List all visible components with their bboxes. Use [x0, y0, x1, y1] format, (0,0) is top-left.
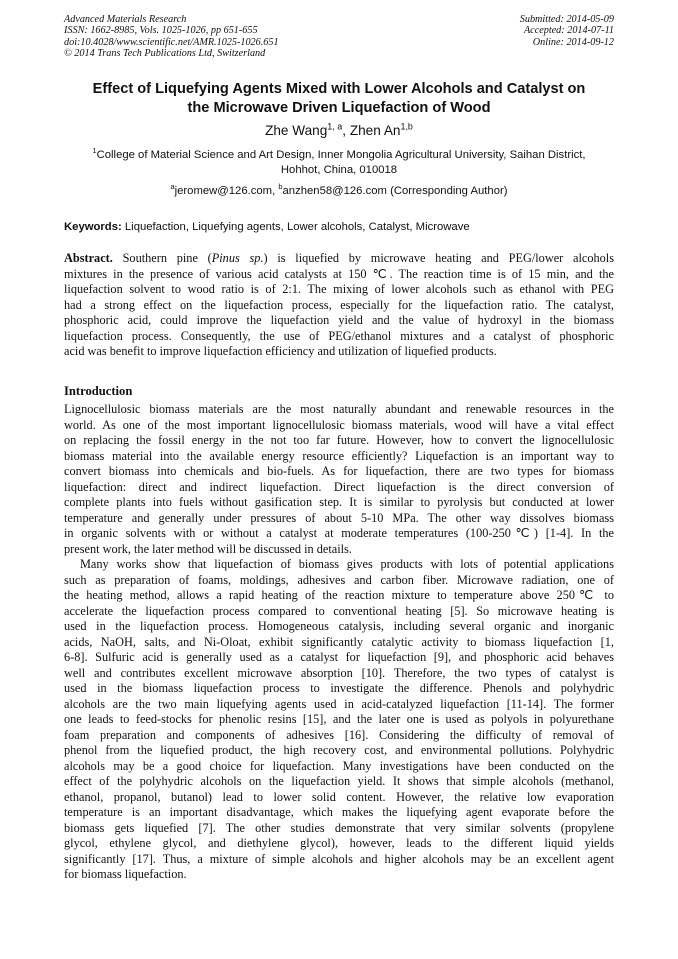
body-line: convert biomass into chemicals and bio-fuels. As for liquefaction, there are two types for biomass: [64, 464, 614, 478]
title-line-1: Effect of Liquefying Agents Mixed with Lower Alcohols and Catalyst on: [92, 81, 586, 97]
body-line: significantly [17]. Thus, a mixture of simple alcohols and higher alcohols may be an excellent agent: [64, 851, 614, 866]
keywords: [64, 220, 624, 235]
body-line: glycol, ethylene glycol, and diethylene glycol), however, leads to the different liquid yields: [64, 836, 614, 850]
accepted-date: Accepted: 2014-07-11: [523, 25, 614, 37]
abstract-line: had a strong effect on the liquefaction process, especially for the liquefaction ratio. The catalyst,: [64, 297, 614, 312]
author-list: [0, 122, 678, 140]
doi-line: doi:10.4028/www.scientific.net/AMR.1025-1026.651: [64, 36, 279, 48]
body-line: alcohols may be a good choice for liquefaction. Many investigations have been conducted on the: [64, 758, 614, 773]
author-emails: [0, 184, 678, 199]
body-line: liquefaction: direct and indirect liquefaction. Direct liquefaction is the direct conversion of: [64, 479, 614, 494]
body-line: phenol from the liquefied product, the high recovery cost, and environmental pollutions. Polyhydric: [64, 743, 614, 757]
body-line: temperature and generally under pressures of about 5-10 MPa. The other way dissolves biomass: [64, 510, 614, 525]
submission-dates: [520, 14, 614, 48]
body-line: used in the biomass liquefaction process to investigate the difference. Phenols and polyhydric: [64, 681, 614, 695]
body-line: present work, the later method will be discussed in details.: [64, 541, 352, 556]
submitted-date: Submitted: 2014-05-09: [519, 14, 614, 25]
body-line: foam preparation and components of adhesives [16]. Considering the difficulty of removal of: [64, 727, 614, 742]
affiliation-line-2: Hohhot, China, 010018: [280, 164, 398, 176]
abstract: [64, 251, 614, 360]
journal-info: [64, 14, 279, 59]
body-line: biomass material into the available energy resource efficiently? Liquefaction is an important way to: [64, 448, 614, 463]
affiliation-sup: 1: [92, 146, 97, 156]
body-line: one leads to feed-stocks for phenolic resins [15], and the later one is used as polyols in polyurethane: [64, 712, 614, 726]
affiliation-line-1: College of Material Science and Art Design, Inner Mongolia Agricultural University, Saihan District,: [96, 149, 586, 161]
keywords-text: Liquefaction, Liquefying agents, Lower alcohols, Catalyst, Microwave: [121, 221, 470, 233]
body-line: Many works show that liquefaction of biomass gives products with lots of potential applications: [80, 557, 614, 571]
body-line: 6-8]. Sulfuric acid is generally used as a catalyst for liquefaction [9], and phosphoric acid behaves: [64, 650, 614, 664]
body-line: Lignocellulosic biomass materials are the most naturally abundant and renewable resources in the: [64, 402, 614, 416]
abstract-text: ) is liquefied by microwave heating and PEG/lower alcohols: [263, 251, 614, 265]
online-date: Online: 2014-09-12: [532, 36, 614, 48]
body-line: accelerate the liquefaction process compared to conventional heating [5]. So microwave heating is: [64, 603, 614, 618]
body-line: used in the liquefaction process. Homogeneous catalysis, including several organic and inorganic: [64, 619, 614, 633]
journal-name: Advanced Materials Research: [64, 14, 187, 25]
body-line: for biomass liquefaction.: [64, 867, 187, 881]
body-line: effect of the polyhydric alcohols on the liquefaction yield. It shows that simple alcohols (methanol,: [64, 774, 614, 788]
abstract-line: mixtures in the presence of various acid catalysts at 150 ℃. The reaction time is of 15 min, and the: [64, 266, 614, 281]
author-2-name: Zhen An: [349, 123, 401, 138]
body-line: on replacing the fossil energy in the not too far future. However, how to convert the lignocellulosic: [64, 433, 614, 447]
affiliation: [60, 148, 618, 178]
abstract-line: liquefaction process. Consequently, the use of PEG/ethanol mixtures and a catalyst of phosphoric: [64, 328, 614, 343]
email-b-sup: b: [278, 182, 283, 192]
body-line: alcohols are the two main liquefying agents used in acid-catalyzed liquefaction [11-14]. The former: [64, 696, 614, 711]
abstract-line: phosphoric acid, could improve the liquefaction yield and the value of hydroxyl in the biomass: [64, 313, 614, 327]
body-line: temperature is an important disadvantage, which makes the liquefying agent evaporate before the: [64, 805, 614, 819]
email-b: anzhen58@126.com (Corresponding Author): [282, 185, 508, 197]
body-line: well and contributes excellent microwave absorption [10]. Therefore, the two types of catalyst is: [64, 665, 614, 680]
body-line: ethanol, propanol, butanol) lead to lower solid content. However, the relative low evaporation: [64, 789, 614, 804]
paper-title: [50, 80, 628, 118]
body-line: the heating method, allows a rapid heating of the reaction mixture to temperature above 250℃ to: [64, 588, 614, 602]
keywords-label: Keywords:: [64, 221, 122, 233]
author-2-sup: 1,b: [400, 121, 413, 132]
body-line: in organic solvents with or without a catalyst at moderate temperatures (100-250℃) [1-4]. In the: [64, 526, 614, 540]
species-name: Pinus sp.: [211, 251, 264, 265]
introduction-heading: Introduction: [64, 384, 133, 398]
title-line-2: the Microwave Driven Liquefaction of Wood: [187, 100, 491, 116]
abstract-line: acid was benefit to improve liquefaction efficiency and utilization of liquefied products.: [64, 344, 497, 358]
author-separator: ,: [342, 123, 350, 138]
body-line: complete plants into fuels without gasification step. It is similar to pyrolysis but conducted at lower: [64, 495, 614, 509]
author-1-sup: 1, a: [327, 121, 343, 132]
copyright-line: © 2014 Trans Tech Publications Ltd, Switzerland: [64, 47, 266, 59]
email-a: jeromew@126.com,: [174, 185, 279, 197]
abstract-label: Abstract.: [64, 251, 113, 265]
body-line: biomass gets liquefied [7]. The other studies demonstrate that very similar solvents (propylene: [64, 820, 614, 835]
issn-line: ISSN: 1662-8985, Vols. 1025-1026, pp 651-655: [64, 25, 258, 37]
abstract-line: liquefaction solvent to wood ratio is of 2:1. The mixing of lower alcohols such as ethanol with PEG: [64, 282, 614, 296]
author-1-name: Zhe Wang: [265, 123, 328, 138]
body-line: acids, NaOH, salts, and Ni-Oloat, exhibit significantly catalytic activity to biomass liquefaction [1,: [64, 634, 614, 649]
abstract-text: Southern pine (: [112, 251, 212, 265]
body-line: such as preparation of foams, moldings, adhesives and carbon fiber. Microwave radiation, one of: [64, 572, 614, 587]
email-a-sup: a: [170, 182, 175, 192]
abstract-line: [64, 251, 614, 267]
introduction-body: [64, 402, 614, 883]
body-line: world. As one of the most important lignocellulosic biomass materials, wood will have a vital effect: [64, 417, 614, 432]
